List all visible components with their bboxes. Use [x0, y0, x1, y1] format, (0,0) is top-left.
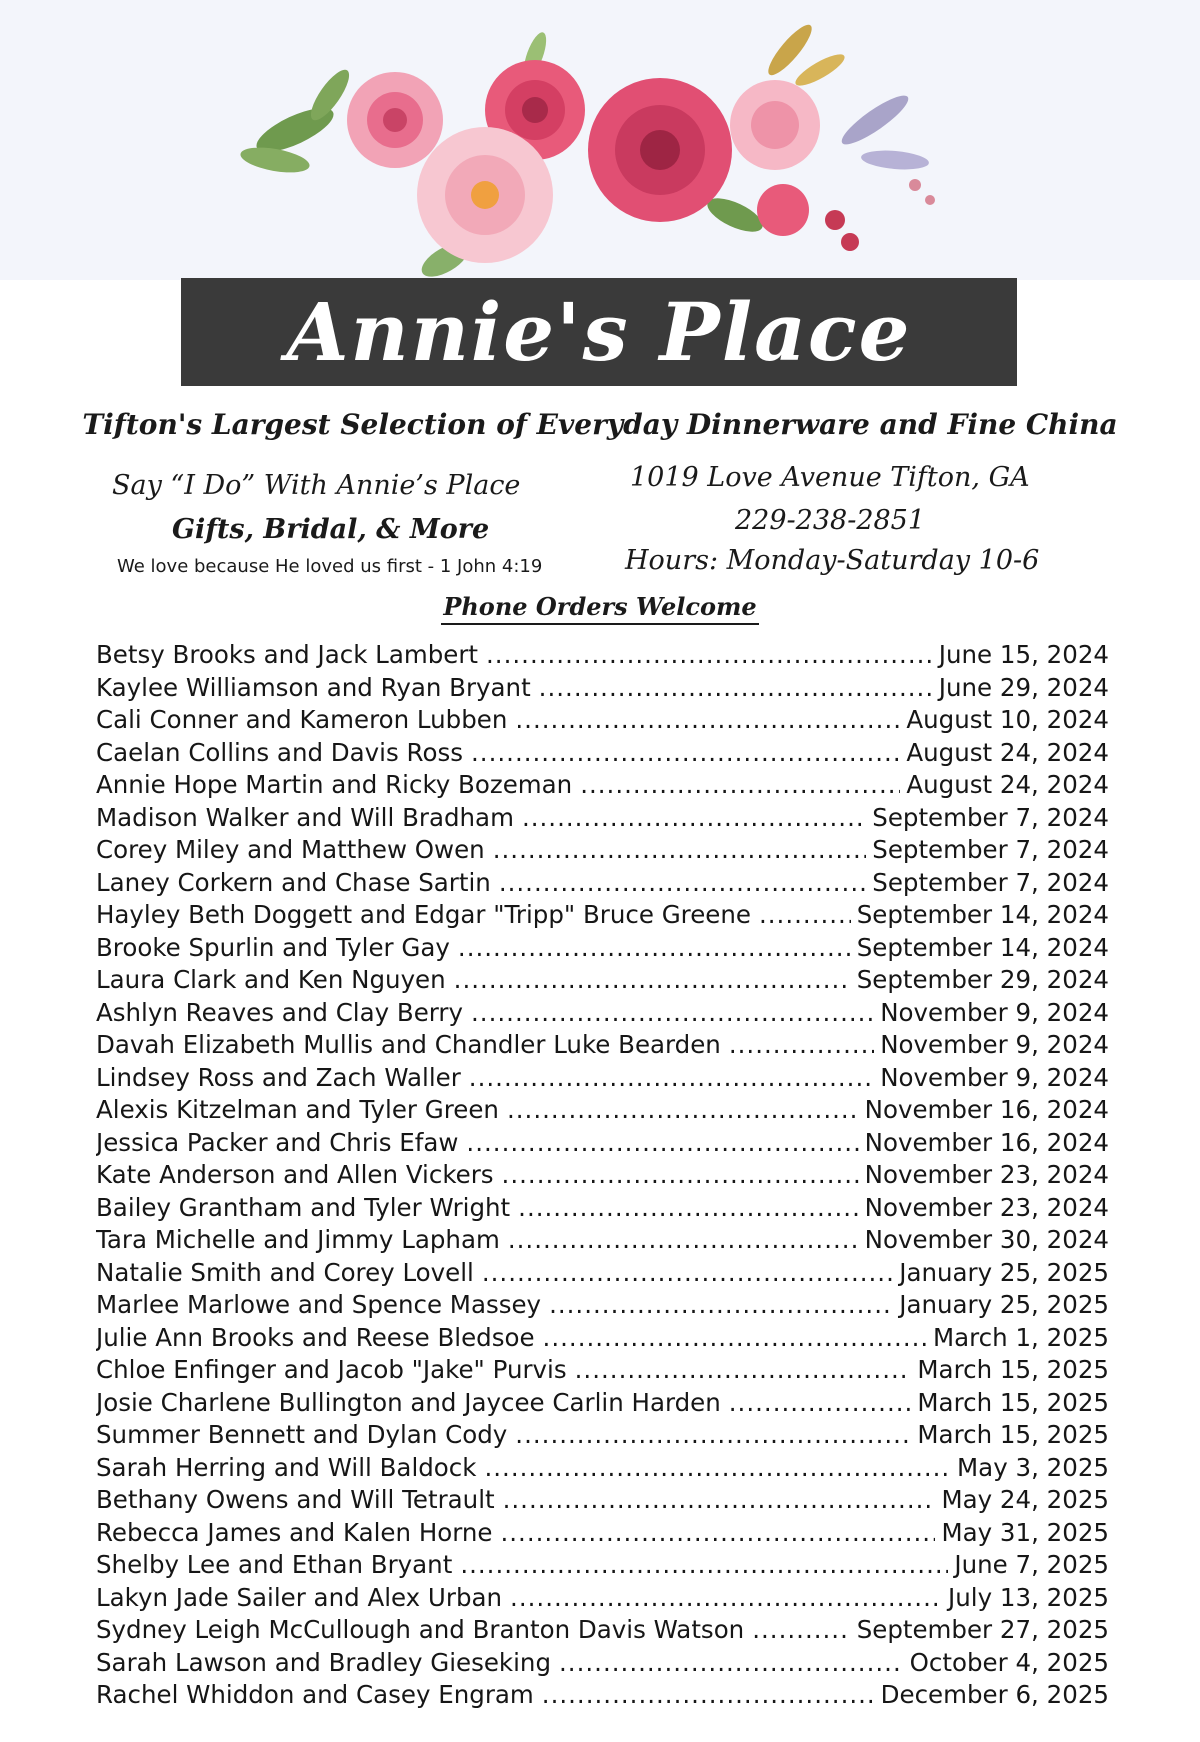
- wedding-date: November 23, 2024: [864, 1160, 1109, 1189]
- dot-leader: [515, 1420, 911, 1449]
- registry-row: [96, 965, 1109, 998]
- dot-leader: [493, 835, 867, 864]
- registry-row: [96, 900, 1109, 933]
- registry-row: [96, 1160, 1109, 1193]
- wedding-date: August 24, 2024: [906, 737, 1109, 767]
- couple-names: Jessica Packer and Chris Efaw: [96, 1127, 459, 1157]
- couple-names: Laura Clark and Ken Nguyen: [96, 965, 446, 994]
- couple-names: Kaylee Williamson and Ryan Bryant: [96, 672, 531, 702]
- couple-names: Bethany Owens and Will Tetrault: [96, 1485, 495, 1514]
- dot-leader: [500, 1518, 935, 1547]
- registry-row: [96, 998, 1109, 1031]
- wedding-date: June 29, 2024: [938, 672, 1109, 702]
- couple-names: Kate Anderson and Allen Vickers: [96, 1160, 494, 1189]
- dot-leader: [469, 1063, 874, 1092]
- couple-names: Madison Walker and Will Bradham: [96, 802, 514, 832]
- registry-row: [96, 1193, 1109, 1226]
- registry-row: [96, 1648, 1109, 1681]
- couple-names: Alexis Kitzelman and Tyler Green: [96, 1095, 499, 1124]
- wedding-date: September 7, 2024: [872, 835, 1109, 864]
- store-title: Annie's Place: [286, 285, 912, 379]
- wedding-date: November 16, 2024: [864, 1127, 1109, 1157]
- floral-illustration: [235, 10, 975, 285]
- dot-leader: [729, 1030, 874, 1059]
- couple-names: Lakyn Jade Sailer and Alex Urban: [96, 1582, 503, 1612]
- couple-names: Chloe Enfinger and Jacob "Jake" Purvis: [96, 1355, 567, 1384]
- registry-row: [96, 1680, 1109, 1713]
- registry-row: [96, 640, 1109, 673]
- couple-names: Tara Michelle and Jimmy Lapham: [96, 1225, 500, 1254]
- dot-leader: [471, 738, 900, 767]
- couple-names: Cali Conner and Kameron Lubben: [96, 705, 508, 734]
- dot-leader: [503, 1485, 936, 1514]
- bible-verse: We love because He loved us first - 1 John 4:19: [117, 556, 543, 577]
- wedding-date: November 9, 2024: [880, 997, 1109, 1027]
- wedding-date: September 7, 2024: [872, 802, 1109, 832]
- registry-row: [96, 1128, 1109, 1161]
- phone-orders-label: Phone Orders Welcome: [441, 592, 758, 625]
- registry-row: [96, 1323, 1109, 1356]
- couple-names: Sydney Leigh McCullough and Branton Davis Watson: [96, 1615, 745, 1644]
- couple-names: Shelby Lee and Ethan Bryant: [96, 1550, 453, 1579]
- dot-leader: [458, 933, 851, 962]
- bridal-registry-list: [96, 640, 1109, 1713]
- couple-names: Sarah Herring and Will Baldock: [96, 1452, 477, 1482]
- phone-orders-heading: [0, 592, 1200, 621]
- registry-row: [96, 1063, 1109, 1096]
- dot-leader: [466, 1128, 858, 1157]
- registry-row: [96, 1355, 1109, 1388]
- dot-leader: [502, 1160, 859, 1189]
- registry-row: [96, 1030, 1109, 1063]
- registry-row: [96, 868, 1109, 901]
- registry-row: [96, 1258, 1109, 1291]
- registry-row: [96, 803, 1109, 836]
- wedding-date: November 23, 2024: [864, 1192, 1109, 1222]
- wedding-date: November 16, 2024: [864, 1095, 1109, 1124]
- dot-leader: [460, 1550, 948, 1579]
- wedding-date: January 25, 2025: [899, 1290, 1109, 1319]
- couple-names: Caelan Collins and Davis Ross: [96, 737, 463, 767]
- store-phone: 229-238-2851: [735, 505, 926, 536]
- wedding-date: August 24, 2024: [906, 770, 1109, 799]
- couple-names: Brooke Spurlin and Tyler Gay: [96, 932, 450, 962]
- dot-leader: [507, 1095, 859, 1124]
- couple-names: Davah Elizabeth Mullis and Chandler Luke Bearden: [96, 1030, 721, 1059]
- registry-row: [96, 1485, 1109, 1518]
- dot-leader: [580, 770, 900, 799]
- wedding-date: July 13, 2025: [948, 1582, 1109, 1612]
- tagline: Tifton's Largest Selection of Everyday Dinnerware and Fine China: [82, 408, 1118, 441]
- couple-names: Laney Corkern and Chase Sartin: [96, 867, 491, 897]
- registry-row: [96, 1583, 1109, 1616]
- wedding-date: September 27, 2025: [856, 1615, 1109, 1644]
- title-banner: [181, 278, 1017, 386]
- dot-leader: [471, 998, 874, 1027]
- dot-leader: [539, 673, 933, 702]
- wedding-date: November 9, 2024: [880, 1062, 1109, 1092]
- wedding-date: June 15, 2024: [938, 640, 1109, 669]
- registry-row: [96, 835, 1109, 868]
- dot-leader: [729, 1388, 912, 1417]
- registry-row: [96, 1420, 1109, 1453]
- dot-leader: [482, 1258, 893, 1287]
- registry-row: [96, 1095, 1109, 1128]
- dot-leader: [542, 1680, 875, 1709]
- wedding-date: September 14, 2024: [856, 900, 1109, 929]
- couple-names: Josie Charlene Bullington and Jaycee Carlin Harden: [96, 1387, 721, 1417]
- couple-names: Ashlyn Reaves and Clay Berry: [96, 997, 463, 1027]
- couple-names: Betsy Brooks and Jack Lambert: [96, 640, 478, 669]
- registry-row: [96, 673, 1109, 706]
- wedding-date: September 29, 2024: [856, 965, 1109, 994]
- couple-names: Hayley Beth Doggett and Edgar "Tripp" Bruce Greene: [96, 900, 751, 929]
- couple-names: Annie Hope Martin and Ricky Bozeman: [96, 770, 573, 799]
- dot-leader: [499, 868, 866, 897]
- registry-row: [96, 1550, 1109, 1583]
- wedding-date: December 6, 2025: [880, 1680, 1109, 1709]
- couple-names: Rachel Whiddon and Casey Engram: [96, 1680, 534, 1709]
- wedding-date: March 15, 2025: [917, 1355, 1109, 1384]
- dot-leader: [454, 965, 851, 994]
- wedding-date: November 9, 2024: [880, 1030, 1109, 1059]
- couple-names: Julie Ann Brooks and Reese Bledsoe: [96, 1322, 535, 1352]
- wedding-date: May 3, 2025: [957, 1452, 1109, 1482]
- slogan: Say “I Do” With Annie’s Place: [112, 470, 521, 501]
- wedding-date: March 15, 2025: [917, 1387, 1109, 1417]
- registry-row: [96, 738, 1109, 771]
- dot-leader: [510, 1583, 942, 1612]
- dot-leader: [759, 900, 851, 929]
- couple-names: Marlee Marlowe and Spence Massey: [96, 1290, 542, 1319]
- wedding-date: March 15, 2025: [917, 1420, 1109, 1449]
- store-address: 1019 Love Avenue Tifton, GA: [630, 462, 1030, 493]
- registry-row: [96, 770, 1109, 803]
- wedding-date: January 25, 2025: [899, 1257, 1109, 1287]
- dot-leader: [515, 705, 900, 734]
- wedding-date: May 24, 2025: [941, 1485, 1109, 1514]
- wedding-date: September 14, 2024: [856, 932, 1109, 962]
- couple-names: Bailey Grantham and Tyler Wright: [96, 1192, 511, 1222]
- registry-row: [96, 1518, 1109, 1551]
- services: Gifts, Bridal, & More: [172, 514, 490, 545]
- dot-leader: [484, 1453, 951, 1482]
- dot-leader: [508, 1225, 859, 1254]
- dot-leader: [543, 1323, 927, 1352]
- registry-row: [96, 933, 1109, 966]
- dot-leader: [522, 803, 866, 832]
- wedding-date: June 7, 2025: [954, 1550, 1109, 1579]
- registry-row: [96, 705, 1109, 738]
- leaf-sprigs: [239, 20, 930, 284]
- registry-row: [96, 1225, 1109, 1258]
- couple-names: Rebecca James and Kalen Horne: [96, 1517, 493, 1547]
- dot-leader: [518, 1193, 859, 1222]
- dot-leader: [752, 1615, 850, 1644]
- dot-leader: [486, 640, 933, 669]
- wedding-date: August 10, 2024: [906, 705, 1109, 734]
- wedding-date: May 31, 2025: [941, 1517, 1109, 1547]
- store-hours: Hours: Monday-Saturday 10-6: [625, 545, 1040, 576]
- wedding-date: November 30, 2024: [864, 1225, 1109, 1254]
- wedding-date: October 4, 2025: [909, 1647, 1109, 1677]
- dot-leader: [559, 1648, 904, 1677]
- dot-leader: [575, 1355, 912, 1384]
- couple-names: Corey Miley and Matthew Owen: [96, 835, 485, 864]
- rose-flowers: [347, 60, 935, 263]
- wedding-date: September 7, 2024: [872, 867, 1109, 897]
- couple-names: Lindsey Ross and Zach Waller: [96, 1062, 461, 1092]
- dot-leader: [549, 1290, 893, 1319]
- wedding-date: March 1, 2025: [933, 1322, 1109, 1352]
- couple-names: Sarah Lawson and Bradley Gieseking: [96, 1647, 552, 1677]
- registry-row: [96, 1290, 1109, 1323]
- registry-row: [96, 1615, 1109, 1648]
- couple-names: Summer Bennett and Dylan Cody: [96, 1420, 508, 1449]
- couple-names: Natalie Smith and Corey Lovell: [96, 1257, 474, 1287]
- registry-row: [96, 1388, 1109, 1421]
- registry-row: [96, 1453, 1109, 1486]
